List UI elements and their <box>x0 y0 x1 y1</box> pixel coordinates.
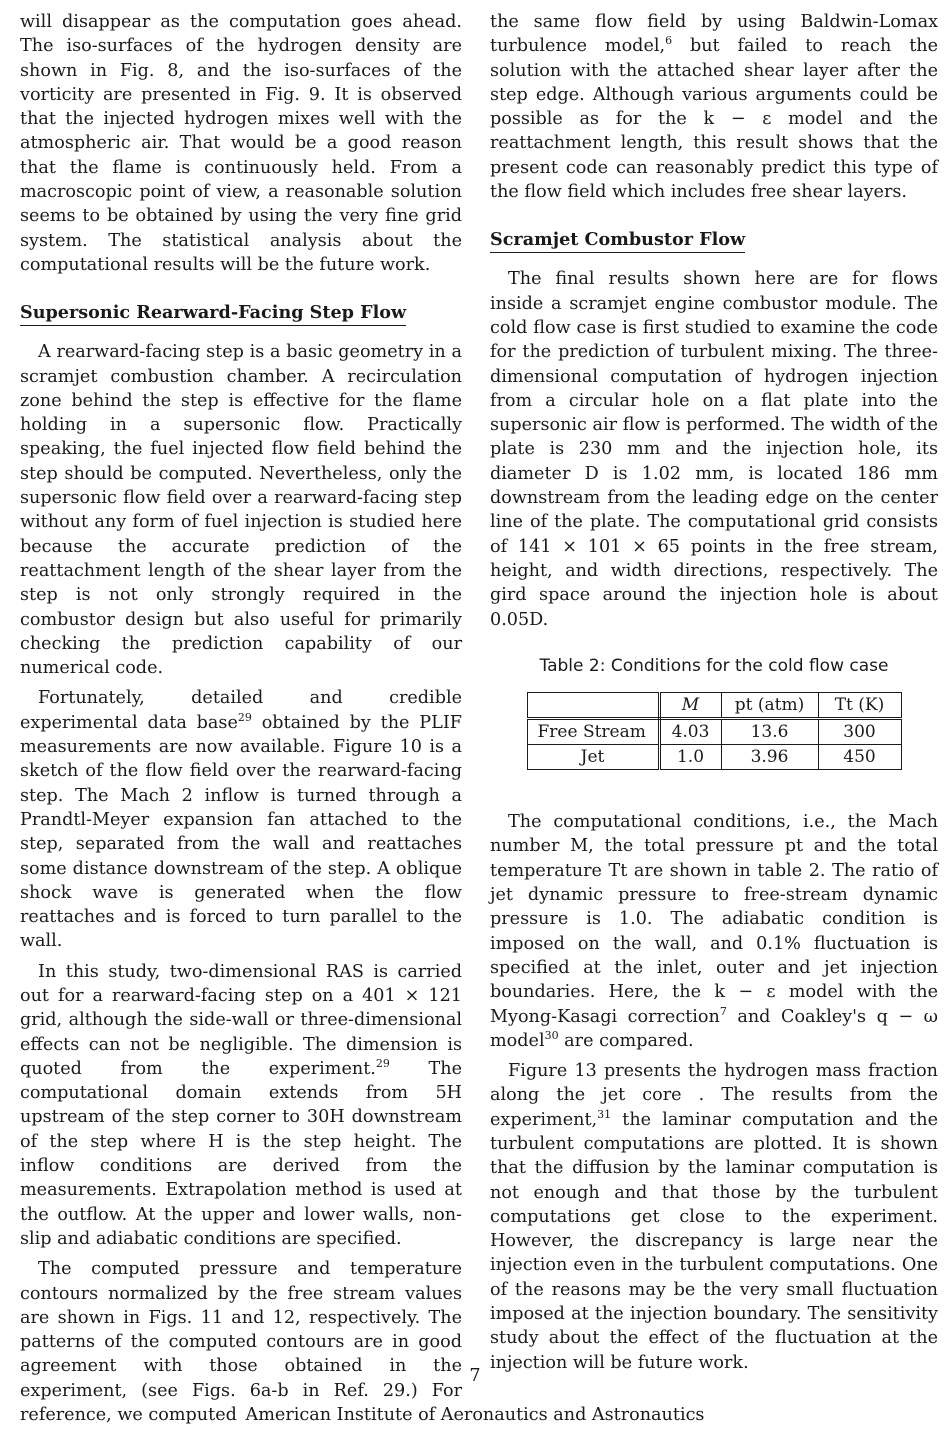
table-cell: Jet <box>527 745 659 770</box>
table-row <box>527 745 901 770</box>
table-cell: 3.96 <box>721 745 818 770</box>
section-heading-scramjet: Scramjet Combustor Flow <box>490 228 745 253</box>
paragraph <box>20 960 462 1252</box>
table-header-row <box>527 693 901 719</box>
text-run: Figure 13 presents the hydrogen mass fraction along the jet core . The results from the experiment, <box>490 1061 938 1130</box>
section-heading-rearward-step: Supersonic Rearward-Facing Step Flow <box>20 301 406 326</box>
institution-footer: American Institute of Aeronautics and Astronautics <box>245 1405 705 1425</box>
table-row <box>527 719 901 745</box>
citation: 30 <box>544 1028 559 1042</box>
table-header-cell: M <box>659 693 721 719</box>
table-cell: 450 <box>818 745 901 770</box>
left-column <box>20 10 462 1427</box>
text-run: the same flow field by using Baldwin-Lomax turbulence model, <box>490 12 938 57</box>
text-run: The computational conditions, i.e., the Mach number M, the total pressure pt and the total temperature Tt are shown in table 2. The ratio of jet dynamic pressure to free-stream dynamic pressure is 1.0. The adiabatic condition is imposed on the wall, and 0.1% fluctuation is specified at the inlet, outer and jet injection boundaries. Here, the k − ε model with the Myong-Kasagi correction <box>490 812 938 1027</box>
table-cell: 13.6 <box>721 719 818 745</box>
text-run: but failed to reach the solution with the attached shear layer after the step edge. Although various arguments could be possible as for the k − ε model and the reattachment length, this result shows that the present code can reasonably predict this type of the flow field which includes free shear layers. <box>490 36 939 203</box>
text-run: Fortunately, detailed and credible experimental data base <box>20 688 462 733</box>
table-cell: 1.0 <box>659 745 721 770</box>
table-header-cell: Tt (K) <box>818 693 901 719</box>
right-column <box>490 10 938 1375</box>
text-run: are compared. <box>558 1030 694 1051</box>
table-caption: Table 2: Conditions for the cold flow case <box>539 655 889 676</box>
text-run: obtained by the PLIF measurements are now available. Figure 10 is a sketch of the flow field over the rearward-facing step. The Mach 2 inflow is turned through a Prandtl-Meyer expansion fan attached to the step, separated from the wall and reattaches some distance downstream of the step. A oblique shock wave is generated when the flow reattaches and is forced to turn parallel to the wall. <box>20 712 462 952</box>
page-number: 7 <box>469 1366 481 1386</box>
citation: 6 <box>665 34 673 48</box>
table-header-cell: pt (atm) <box>721 693 818 719</box>
citation: 31 <box>597 1107 612 1121</box>
table-cell: Free Stream <box>527 719 659 745</box>
paragraph: The computed pressure and temperature contours normalized by the free stream values are shown in Figs. 11 and 12, respectively. The patterns of the computed contours are in good agreement with those obtained in the experiment, (see Figs. 6a-b in Ref. 29.) For reference, we computed <box>20 1259 462 1426</box>
paragraph <box>20 686 462 953</box>
text-run: The computational domain extends from 5H upstream of the step corner to 30H downstream of the step where H is the step height. The inflow conditions are derived from the measurements. Extrapolation method is used at the outflow. At the upper and lower walls, non-slip and adiabatic conditions are specified. <box>20 1058 462 1249</box>
text-run: the laminar computation and the turbulent computations are plotted. It is shown that the diffusion by the laminar computation is not enough and that those by the turbulent computations get close to the experiment. However, the discrepancy is large near the injection even in the turbulent computations. One of the reasons may be the very small fluctuation imposed at the injection boundary. The sensitivity study about the effect of the fluctuation at the injection will be future work. <box>490 1109 938 1373</box>
paragraph <box>490 810 938 1053</box>
paragraph: will disappear as the computation goes ahead. The iso-surfaces of the hydrogen density are shown in Fig. 8, and the iso-surfaces of the vorticity are presented in Fig. 9. It is observed that the injected hydrogen mixes well with the atmospheric air. That would be a good reason that the flame is continuously held. From a macroscopic point of view, a reasonable solution seems to be obtained by using the very fine grid system. The statistical analysis about the computational results will be the future work. <box>20 12 462 275</box>
citation: 7 <box>719 1004 727 1018</box>
citation: 29 <box>237 710 252 724</box>
paragraph: A rearward-facing step is a basic geometry in a scramjet combustion chamber. A recirculation zone behind the step is effective for the flame holding in a supersonic flow. Practically speaking, the fuel injected flow field behind the step should be computed. Nevertheless, only the supersonic flow field over a rearward-facing step without any form of fuel injection is studied here because the accurate prediction of the reattachment length of the shear layer from the step is not only strongly required in the combustor design but also useful for primarily checking the prediction capability of our numerical code. <box>20 342 462 679</box>
text-run: In this study, two-dimensional RAS is carried out for a rearward-facing step on a 401 × 121 grid, although the side-wall or three-dimensional effects can not be negligible. The dimension is quoted from the experiment. <box>20 961 462 1079</box>
citation: 29 <box>375 1057 390 1071</box>
table-header-cell <box>527 693 659 719</box>
paragraph: The final results shown here are for flows inside a scramjet engine combustor module. The cold flow case is first studied to examine the code for the prediction of turbulent mixing. The three-dimensional computation of hydrogen injection from a circular hole on a flat plate into the supersonic air flow is performed. The width of the plate is 230 mm and the injection hole, its diameter D is 1.02 mm, is located 186 mm downstream from the leading edge on the center line of the plate. The computational grid consists of 141 × 101 × 65 points in the free stream, height, and width directions, respectively. The gird space around the injection hole is about 0.05D. <box>490 269 938 630</box>
paragraph <box>490 1059 938 1375</box>
conditions-table <box>527 692 902 770</box>
text-run: and Coakley's q − ω model <box>490 1006 938 1051</box>
paragraph <box>490 10 938 204</box>
table-cell: 300 <box>818 719 901 745</box>
table-cell: 4.03 <box>659 719 721 745</box>
